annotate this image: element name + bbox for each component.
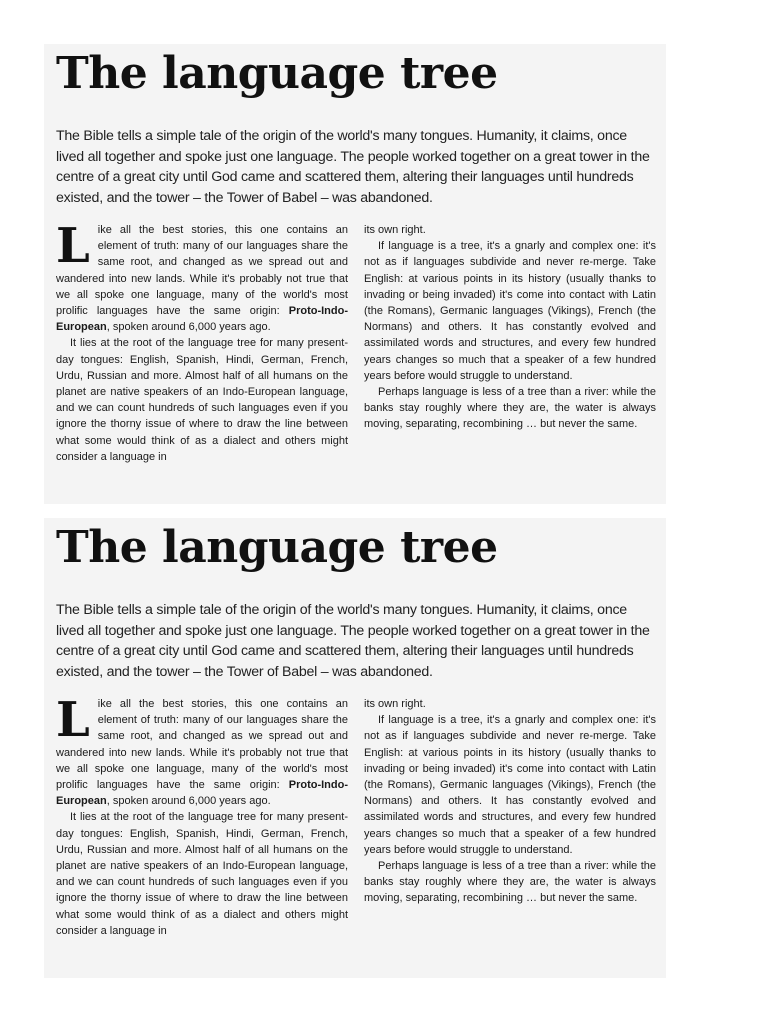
paragraph-text: , spoken around 6,000 years ago. [106,321,271,334]
article-panel [44,518,666,978]
article-intro: The Bible tells a simple tale of the origin of the world's many tongues. Humanity, it claims, once lived all together and spoke just one language. The people worked together on a great tower in the centre of a great city until God came and scattered them, altering their languages until hundreds existed, and the tower – the Tower of Babel – was abandoned. [56,128,650,206]
paragraph: If language is a tree, it's a gnarly and complex one: it's not as if languages subdivide and never re-merge. Take English: at various points in its history (usually thanks to invading or being invaded) it's come into contact with Latin (the Romans), Germanic languages (Vikings), French (the Normans) and others. It has constantly evolved and assimilated words and structures, and every few hundred years changes so much that a speaker of a few hundred years before would struggle to understand. [364,714,656,856]
paragraph: its own right. [364,698,426,710]
article-column-left [56,692,348,939]
paragraph: It lies at the root of the language tree for many present-day tongues: English, Spanish, Hindi, German, French, Urdu, Russian and more. Almost half of all humans on the planet are native speakers of an Indo-European language, and we can count hundreds of such languages even if you ignore the thorny issue of where to draw the line between what some would think of as a dialect and others might consider a language in [56,337,348,463]
paragraph: Perhaps language is less of a tree than a river: while the banks stay roughly where they are, the water is always moving, separating, recombining … but never the same. [364,386,656,431]
paragraph: Perhaps language is less of a tree than a river: while the banks stay roughly where they are, the water is always moving, separating, recombining … but never the same. [364,860,656,905]
drop-cap: L [56,218,90,274]
highlighted-term: Proto-Indo-European [56,779,348,808]
paragraph: If language is a tree, it's a gnarly and complex one: it's not as if languages subdivide and never re-merge. Take English: at various points in its history (usually thanks to invading or being invaded) it's come into contact with Latin (the Romans), Germanic languages (Vikings), French (the Normans) and others. It has constantly evolved and assimilated words and structures, and every few hundred years changes so much that a speaker of a few hundred years before would struggle to understand. [364,240,656,382]
article-title: The language tree [56,522,498,573]
article-column-left [56,218,348,465]
paragraph-text: , spoken around 6,000 years ago. [106,795,271,808]
paragraph [56,692,348,809]
article-panel [44,44,666,504]
article-intro: The Bible tells a simple tale of the origin of the world's many tongues. Humanity, it claims, once lived all together and spoke just one language. The people worked together on a great tower in the centre of a great city until God came and scattered them, altering their languages until hundreds existed, and the tower – the Tower of Babel – was abandoned. [56,602,650,680]
paragraph: its own right. [364,224,426,236]
article-title: The language tree [56,48,498,99]
paragraph: It lies at the root of the language tree for many present-day tongues: English, Spanish, Hindi, German, French, Urdu, Russian and more. Almost half of all humans on the planet are native speakers of an Indo-European language, and we can count hundreds of such languages even if you ignore the thorny issue of where to draw the line between what some would think of as a dialect and others might consider a language in [56,811,348,937]
drop-cap: L [56,692,90,748]
paragraph-text: ike all the best stories, this one contains an element of truth: many of our languages share the same root, and changed as we spread out and wandered into new lands. While it's probably not true that we all spoke one language, many of the world's most prolific languages have the same origin: [56,698,348,792]
article-column-right [364,222,656,433]
paragraph [56,218,348,335]
article-column-right [364,696,656,907]
highlighted-term: Proto-Indo-European [56,305,348,334]
paragraph-text: ike all the best stories, this one contains an element of truth: many of our languages share the same root, and changed as we spread out and wandered into new lands. While it's probably not true that we all spoke one language, many of the world's most prolific languages have the same origin: [56,224,348,318]
